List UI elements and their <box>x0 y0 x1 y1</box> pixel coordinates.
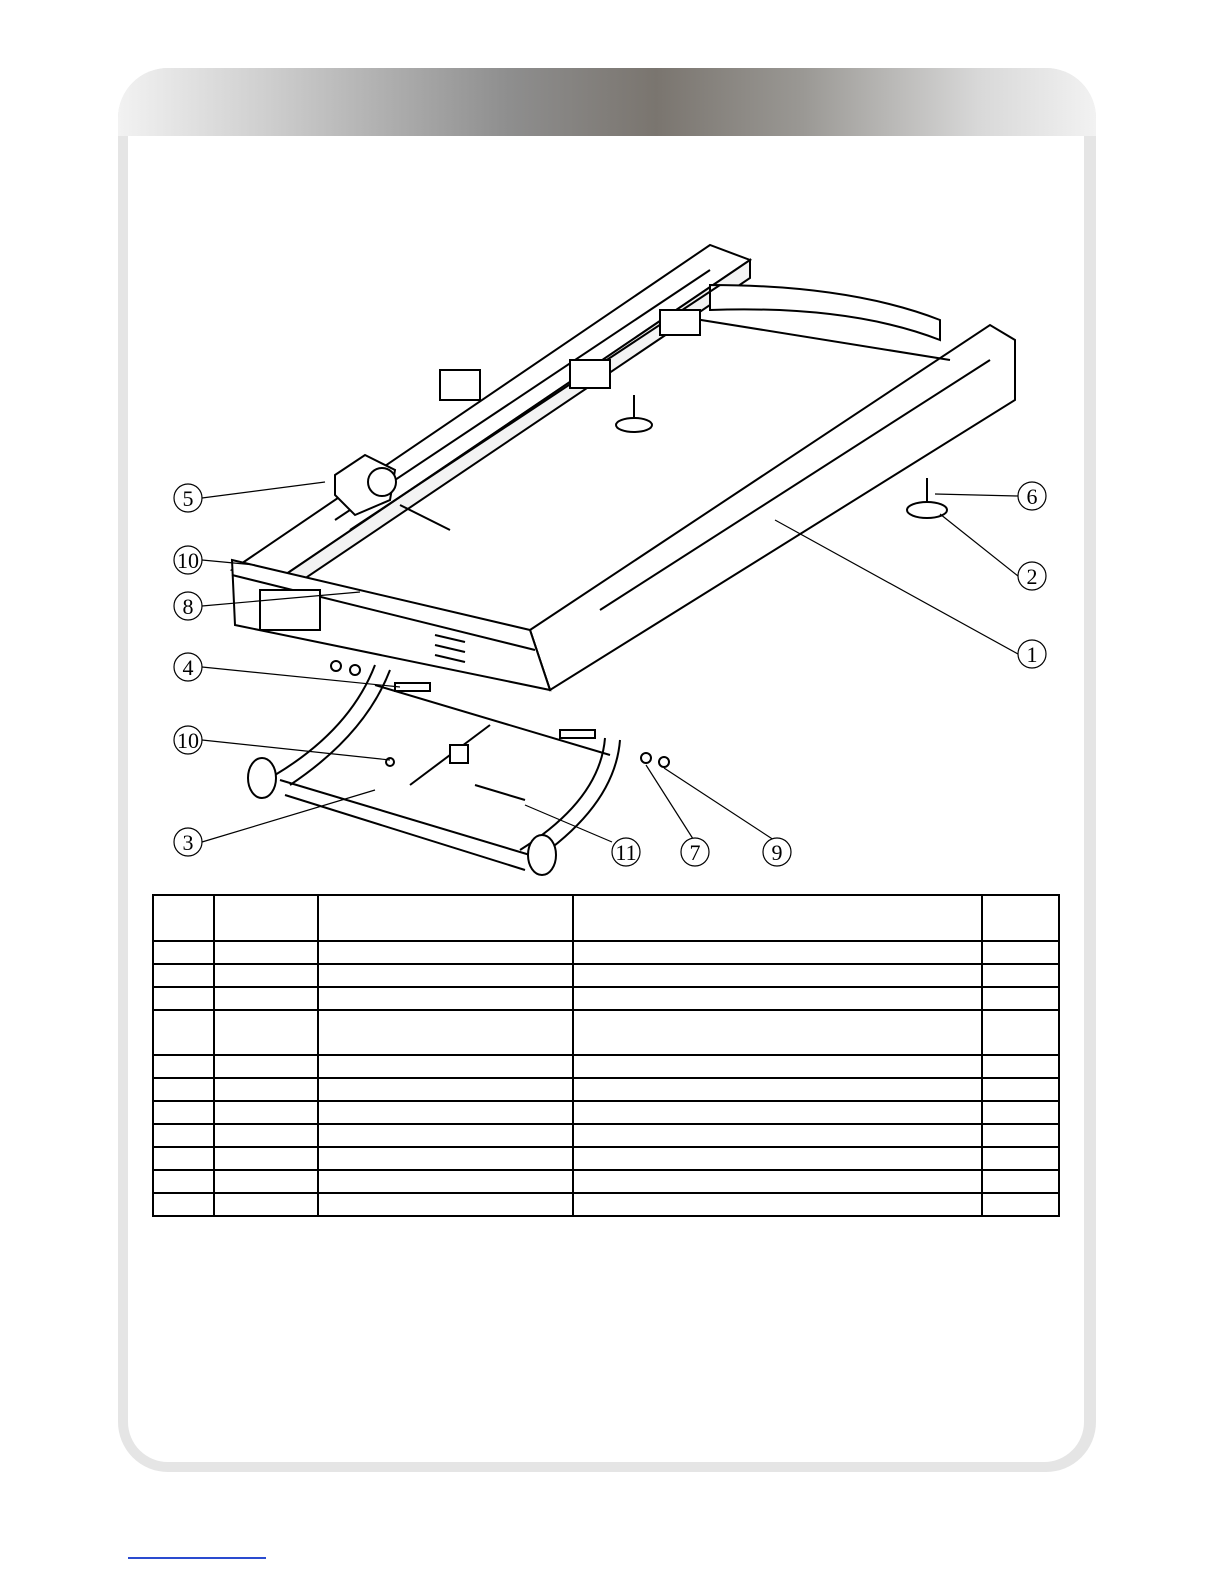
table-row <box>153 1124 1059 1147</box>
table-cell <box>982 941 1059 964</box>
leveling-foot-center <box>616 395 652 432</box>
table-cell <box>153 941 214 964</box>
table-cell <box>318 964 573 987</box>
callout-1 <box>1018 640 1046 668</box>
table-cell <box>982 1055 1059 1078</box>
callout-5 <box>174 484 202 512</box>
table-cell <box>318 1193 573 1216</box>
table-cell <box>153 1193 214 1216</box>
incline-frame <box>248 665 620 875</box>
svg-text:2: 2 <box>1026 564 1038 589</box>
table-cell <box>153 1147 214 1170</box>
table-cell <box>153 1078 214 1101</box>
table-row <box>153 1170 1059 1193</box>
header-cell <box>573 895 982 941</box>
table-cell <box>214 941 318 964</box>
table-row <box>153 941 1059 964</box>
table-cell <box>153 1124 214 1147</box>
table-row <box>153 1010 1059 1055</box>
svg-text:11: 11 <box>615 840 637 865</box>
exploded-parts-diagram <box>150 230 1070 890</box>
leveling-foot-right <box>907 478 947 518</box>
table-cell <box>982 1147 1059 1170</box>
svg-text:9: 9 <box>771 840 783 865</box>
callout-6 <box>1018 482 1046 510</box>
header-band <box>118 68 1096 136</box>
table-cell <box>982 1101 1059 1124</box>
table-cell <box>153 1010 214 1055</box>
svg-text:6: 6 <box>1026 484 1038 509</box>
svg-text:10: 10 <box>177 548 199 573</box>
table-cell <box>318 941 573 964</box>
callout-3 <box>174 828 202 856</box>
parts-list-table <box>152 894 1060 1217</box>
callout-8 <box>174 592 202 620</box>
table-cell <box>573 1170 982 1193</box>
table-cell <box>573 964 982 987</box>
table-cell <box>153 1055 214 1078</box>
table-cell <box>573 1010 982 1055</box>
header-cell <box>153 895 214 941</box>
header-cell <box>318 895 573 941</box>
callout-7 <box>681 838 709 866</box>
table-cell <box>153 1101 214 1124</box>
callout-10-bottom <box>174 726 202 754</box>
table-cell <box>573 941 982 964</box>
table-cell <box>982 1124 1059 1147</box>
table-row <box>153 1193 1059 1216</box>
table-cell <box>573 1124 982 1147</box>
table-cell <box>573 1147 982 1170</box>
table-cell <box>573 1055 982 1078</box>
svg-text:1: 1 <box>1026 642 1038 667</box>
svg-text:4: 4 <box>182 655 194 680</box>
table-cell <box>573 1101 982 1124</box>
table-cell <box>318 987 573 1010</box>
table-cell <box>573 987 982 1010</box>
table-cell <box>318 1055 573 1078</box>
table-cell <box>153 964 214 987</box>
table-row <box>153 964 1059 987</box>
table-cell <box>982 1078 1059 1101</box>
header-cell <box>982 895 1059 941</box>
table-row <box>153 1078 1059 1101</box>
callout-9 <box>763 838 791 866</box>
callout-2 <box>1018 562 1046 590</box>
table-cell <box>214 1055 318 1078</box>
table-cell <box>982 1010 1059 1055</box>
table-row <box>153 1101 1059 1124</box>
table-cell <box>214 1170 318 1193</box>
table-cell <box>982 987 1059 1010</box>
table-cell <box>318 1170 573 1193</box>
table-cell <box>214 1124 318 1147</box>
table-cell <box>214 1010 318 1055</box>
svg-text:5: 5 <box>182 486 194 511</box>
callout-4 <box>174 653 202 681</box>
svg-text:3: 3 <box>182 830 194 855</box>
svg-text:7: 7 <box>689 840 701 865</box>
svg-text:8: 8 <box>182 594 194 619</box>
header-cell <box>214 895 318 941</box>
footer-link-underline[interactable] <box>128 1557 266 1559</box>
table-cell <box>214 964 318 987</box>
table-cell <box>214 987 318 1010</box>
table-cell <box>318 1147 573 1170</box>
table-cell <box>318 1124 573 1147</box>
table-cell <box>573 1193 982 1216</box>
hardware-bolts <box>331 661 669 800</box>
table-cell <box>214 1101 318 1124</box>
svg-text:10: 10 <box>177 728 199 753</box>
table-cell <box>214 1147 318 1170</box>
table-row <box>153 1055 1059 1078</box>
table-cell <box>153 1170 214 1193</box>
table-cell <box>214 1078 318 1101</box>
table-cell <box>318 1078 573 1101</box>
table-cell <box>982 964 1059 987</box>
table-row <box>153 1147 1059 1170</box>
callout-11 <box>612 838 640 866</box>
table-cell <box>573 1078 982 1101</box>
table-row <box>153 987 1059 1010</box>
table-cell <box>318 1010 573 1055</box>
table-header-row <box>153 895 1059 941</box>
table-cell <box>153 987 214 1010</box>
table-cell <box>982 1193 1059 1216</box>
callout-10-top <box>174 546 202 574</box>
table-cell <box>214 1193 318 1216</box>
table-cell <box>982 1170 1059 1193</box>
table-cell <box>318 1101 573 1124</box>
